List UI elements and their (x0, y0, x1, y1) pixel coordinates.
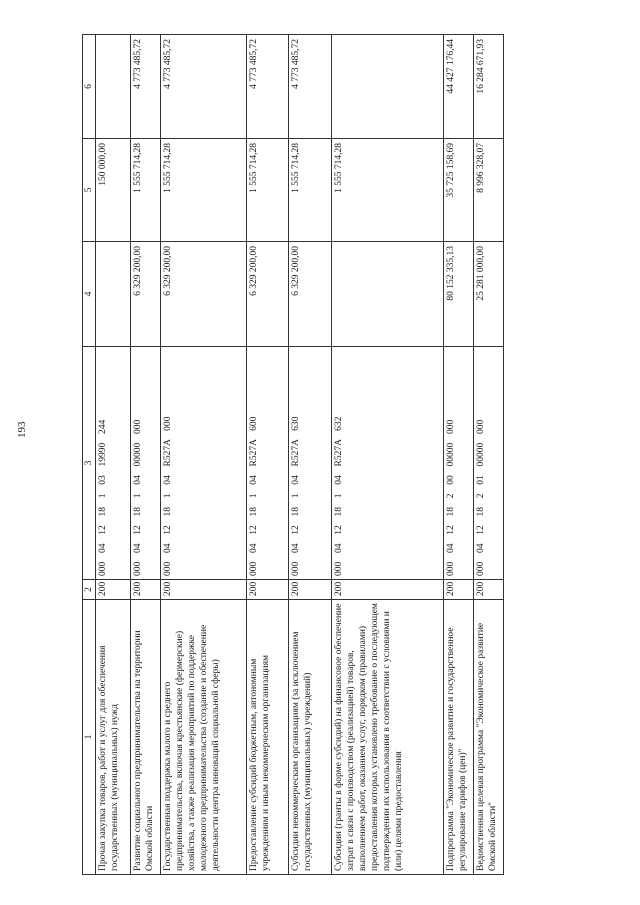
header-cell: 3 (83, 347, 96, 580)
item-name: Предоставление субсидий бюджетным, автономным учреждениям и иным некоммерческим организациям (247, 600, 289, 875)
header-cell: 5 (83, 139, 96, 242)
amount-total (332, 242, 444, 347)
amount-total: 80 152 335,13 (444, 242, 474, 347)
page-number: 193 (16, 421, 28, 438)
item-name: Подпрограмма "Экономическое развитие и государственное регулирование тарифов (цен)" (444, 600, 474, 875)
item-name: Государственная поддержка малого и среднего предпринимательства, включая крестьянские (фермерские) хозяйства, а также реализация мероприятий по поддержке молодежного предпринимательства (создание и обеспечение деятельности центра инноваций социальной сферы) (161, 600, 247, 875)
code-cell: 200 (247, 580, 289, 600)
code-cell: 200 (474, 580, 504, 600)
header-cell: 4 (83, 242, 96, 347)
amount-col5: 1 555 714,28 (131, 139, 161, 242)
code-cell: 200 (96, 580, 131, 600)
item-name: Ведомственная целевая программа "Экономическое развитие Омской области" (474, 600, 504, 875)
amount-total: 6 329 200,00 (289, 242, 332, 347)
classification-code: 000 04 12 18 1 04 R527A 632 (332, 347, 444, 580)
item-name: Субсидии (гранты в форме субсидий) на финансовое обеспечение затрат в связи с производством (реализацией) товаров, выполнением работ, оказанием услуг, порядком (правилами) предоставления которых установлено требование о последующем подтверждении их использования в соответствии с условиями и (или) целями предоставления (332, 600, 444, 875)
amount-col6: 16 284 671,93 (474, 35, 504, 139)
amount-col6 (96, 35, 131, 139)
amount-total: 6 329 200,00 (131, 242, 161, 347)
amount-col6: 4 773 485,72 (289, 35, 332, 139)
amount-col6: 4 773 485,72 (131, 35, 161, 139)
code-cell: 200 (289, 580, 332, 600)
header-cell: 2 (83, 580, 96, 600)
table-row (96, 35, 131, 875)
item-name: Прочая закупка товаров, работ и услуг для обеспечения государственных (муниципальных) нужд (96, 600, 131, 875)
code-cell: 200 (161, 580, 247, 600)
classification-code: 000 04 12 18 1 04 R527A 000 (161, 347, 247, 580)
amount-col5: 1 555 714,28 (161, 139, 247, 242)
amount-col6: 4 773 485,72 (161, 35, 247, 139)
header-cell: 1 (83, 600, 96, 875)
rotated-table-wrapper (82, 35, 622, 875)
code-cell: 200 (131, 580, 161, 600)
table-row (474, 35, 504, 875)
table-row (444, 35, 474, 875)
code-cell: 200 (444, 580, 474, 600)
amount-col5: 1 555 714,28 (289, 139, 332, 242)
header-row (83, 35, 96, 875)
amount-total (96, 242, 131, 347)
amount-col6: 4 773 485,72 (247, 35, 289, 139)
amount-total: 6 329 200,00 (161, 242, 247, 347)
amount-col5: 35 725 158,69 (444, 139, 474, 242)
item-name: Субсидии некоммерческим организациям (за исключением государственных (муниципальных) учреждений) (289, 600, 332, 875)
budget-table (82, 34, 504, 875)
amount-total: 6 329 200,00 (247, 242, 289, 347)
classification-code: 000 04 12 18 1 04 00000 000 (131, 347, 161, 580)
amount-col6: 44 427 176,44 (444, 35, 474, 139)
amount-col6 (332, 35, 444, 139)
classification-code: 000 04 12 18 1 04 R527A 630 (289, 347, 332, 580)
header-cell: 6 (83, 35, 96, 139)
classification-code: 000 04 12 18 1 04 R527A 600 (247, 347, 289, 580)
amount-col5: 8 996 328,07 (474, 139, 504, 242)
code-cell: 200 (332, 580, 444, 600)
table-row (247, 35, 289, 875)
table-row (332, 35, 444, 875)
amount-col5: 1 555 714,28 (247, 139, 289, 242)
amount-col5: 150 000,00 (96, 139, 131, 242)
amount-total: 25 281 000,00 (474, 242, 504, 347)
amount-col5: 1 555 714,28 (332, 139, 444, 242)
classification-code: 000 04 12 18 2 00 00000 000 (444, 347, 474, 580)
item-name: Развитие социального предпринимательства на территории Омской области (131, 600, 161, 875)
classification-code: 000 04 12 18 2 01 00000 000 (474, 347, 504, 580)
table-row (289, 35, 332, 875)
table-row (161, 35, 247, 875)
classification-code: 000 04 12 18 1 03 19990 244 (96, 347, 131, 580)
table-row (131, 35, 161, 875)
